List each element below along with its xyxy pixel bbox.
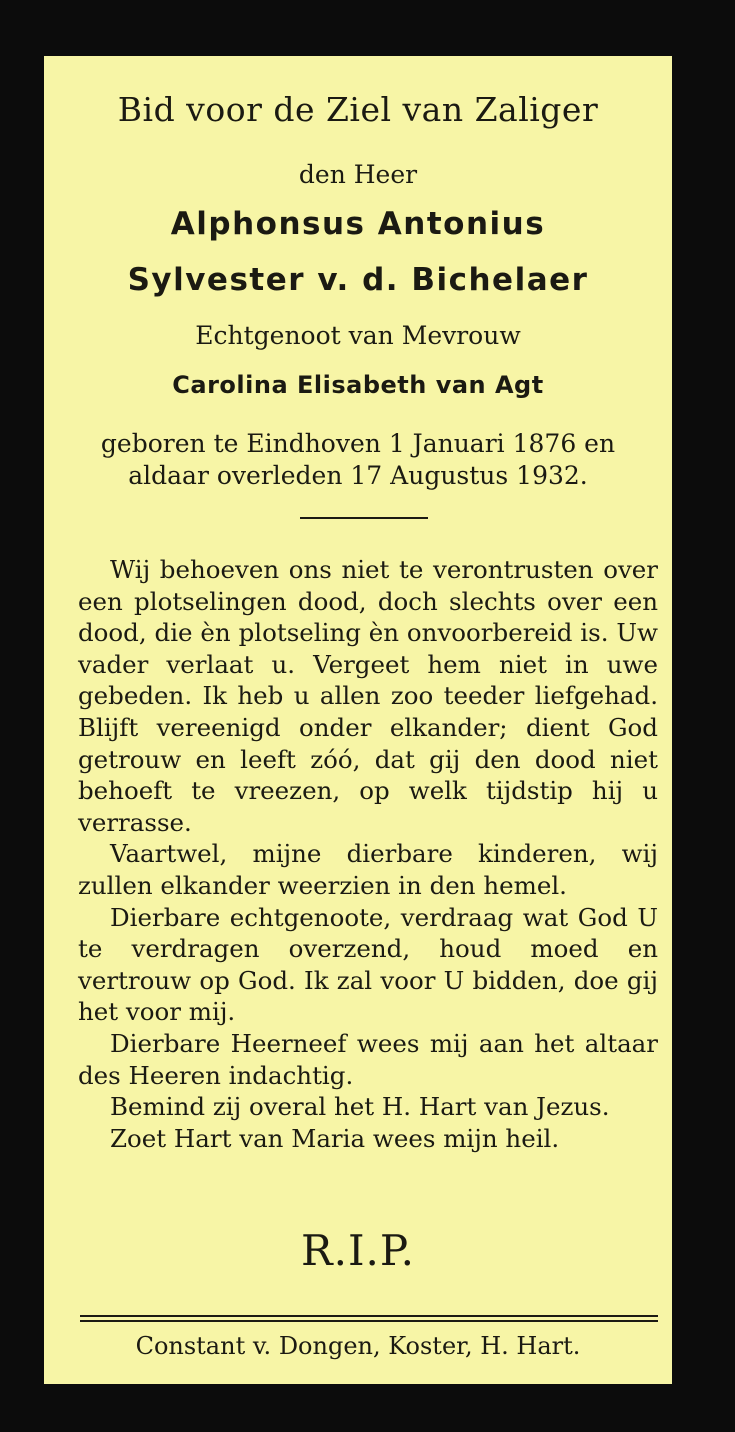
- printer-credit: Constant v. Dongen, Koster, H. Hart.: [135, 1332, 581, 1360]
- divider-short: [300, 517, 428, 519]
- paragraph: Dierbare Heerneef wees mij aan het altaar des Heeren indachtig.: [78, 1028, 658, 1090]
- divider-double-bottom: [80, 1320, 658, 1322]
- paragraph: Dierbare echtgenoote, verdraag wat God U te verdragen overzend, houd moed en vertrouw op God. Ik zal voor U bidden, doe gij het voor mij.: [78, 902, 658, 1027]
- dates-line-1: geboren te Eindhoven 1 Januari 1876 en: [100, 429, 616, 458]
- rip-text: R.I.P.: [300, 1226, 415, 1275]
- deceased-name-line-2: Sylvester v. d. Bichelaer: [127, 262, 589, 298]
- paragraph: Bemind zij overal het H. Hart van Jezus.: [110, 1092, 610, 1122]
- birth-death-dates: [44, 428, 672, 492]
- deceased-name-line-1: Alphonsus Antonius: [170, 206, 546, 242]
- farewell-text: [78, 554, 658, 1154]
- memorial-card: [44, 56, 672, 1384]
- paragraph: Zoet Hart van Maria wees mijn heil.: [110, 1123, 560, 1153]
- paragraph: Vaartwel, mijne dierbare kinderen, wij zullen elkander weerzien in den hemel.: [78, 839, 658, 900]
- divider-double-top: [80, 1315, 658, 1317]
- paragraph: Wij behoeven ons niet te verontrusten over een plotselingen dood, doch slechts over een dood, die èn plotseling èn onvoorbereid is. Uw vader verlaat u. Vergeet hem niet in uwe gebeden. Ik heb u allen zoo teeder liefgehad. Blijft vereenigd onder elkander; dient God getrouw en leeft zóó, dat gij den dood niet behoeft te vreezen, op welk tijdstip hij u verrasse.: [78, 555, 658, 837]
- spouse-lead: Echtgenoot van Mevrouw: [195, 321, 521, 350]
- spouse-name: Carolina Elisabeth van Agt: [172, 371, 544, 399]
- dates-line-2: aldaar overleden 17 Augustus 1932.: [128, 461, 588, 490]
- card-title: Bid voor de Ziel van Zaliger: [117, 90, 599, 129]
- card-subtitle: den Heer: [298, 160, 418, 189]
